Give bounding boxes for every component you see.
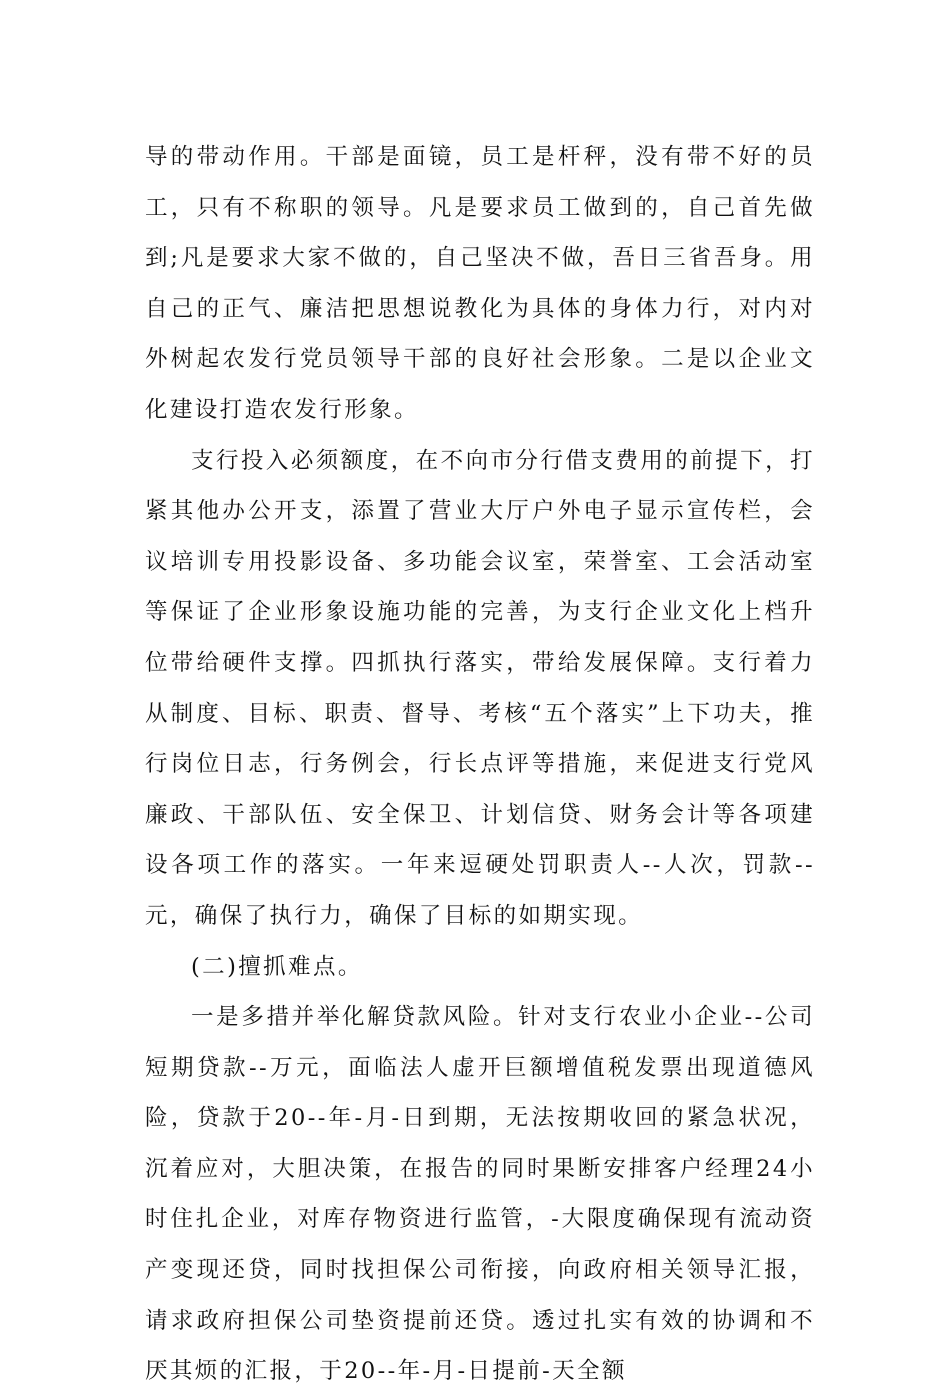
section-heading-difficulties: (二)擅抓难点。 bbox=[191, 953, 363, 980]
paragraph-loan-risk-resolution: 一是多措并举化解贷款风险。针对支行农业小企业--公司短期贷款--万元，面临法人虚开巨额增值税发票出现道德风险，贷款于20--年-月-日到期，无法按期收回的紧急状况，沉着应对，大胆决策，在报告的同时果断安排客户经理24小时住扎企业，对库存物资进行监管，-大限度确保现有流动资产变现还贷，同时找担保公司衔接，向政府相关领导汇报，请求政府担保公司垫资提前还贷。透过扎实有效的协调和不厌其烦的汇报，于20--年-月-日提前-天全额 bbox=[145, 1004, 815, 1385]
document-body bbox=[145, 132, 815, 1397]
paragraph-leadership-example: 导的带动作用。干部是面镜，员工是杆秤，没有带不好的员工，只有不称职的领导。凡是要求员工做到的，自己首先做到;凡是要求大家不做的，自己坚决不做，吾日三省吾身。用自己的正气、廉洁把思想说教化为具体的身体力行，对内对外树起农发行党员领导干部的良好社会形象。二是以企业文化建设打造农发行形象。 bbox=[145, 144, 815, 423]
paragraph-corporate-image-investment: 支行投入必须额度，在不向市分行借支费用的前提下，打紧其他办公开支，添置了营业大厅户外电子显示宣传栏，会议培训专用投影设备、多功能会议室，荣誉室、工会活动室等保证了企业形象设施功能的完善，为支行企业文化上档升位带给硬件支撑。四抓执行落实，带给发展保障。支行着力从制度、目标、职责、督导、考核“五个落实”上下功夫，推行岗位日志，行务例会，行长点评等措施，来促进支行党风廉政、干部队伍、安全保卫、计划信贷、财务会计等各项建设各项工作的落实。一年来逗硬处罚职责人--人次，罚款--元，确保了执行力，确保了目标的如期实现。 bbox=[145, 447, 815, 929]
